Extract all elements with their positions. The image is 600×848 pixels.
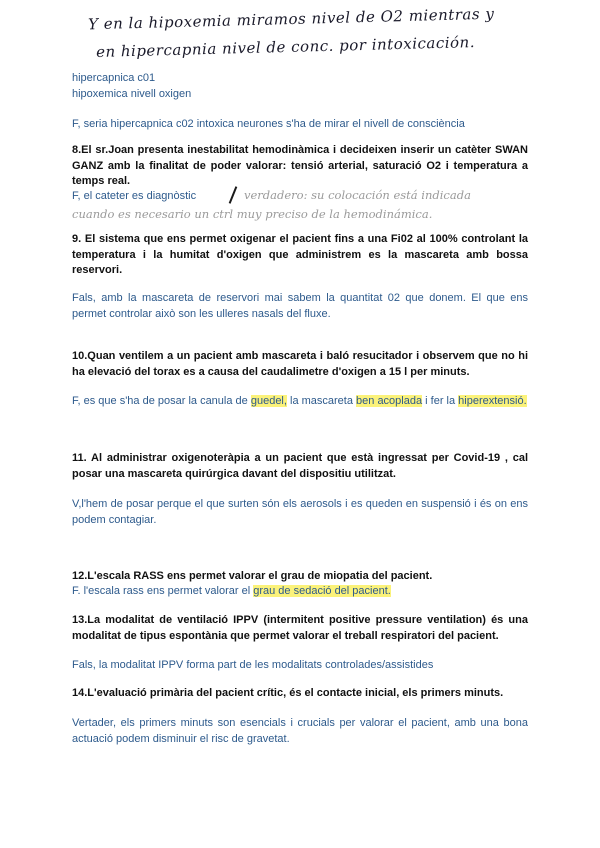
question-12: 12.L'escala RASS ens permet valorar el grau de miopatia del pacient. — [72, 570, 433, 582]
handwritten-note-line1: Y en la hipoxemia miramos nivel de O2 mientras y — [87, 4, 495, 34]
question-8: 8.El sr.Joan presenta inestabilitat hemodinàmica i decideixen inserir un catèter SWAN GANZ amb la finalitat de poder valorar: tensió arterial, saturació O2 i temperatura a temps real. — [72, 144, 528, 187]
question-10: 10.Quan ventilem a un pacient amb mascareta i baló resucitador i observem que no hi ha elevació del torax es a causa del caudalimetre d'oxigen a 15 l per minuts. — [72, 350, 528, 378]
answer-10-text-a: F, es que s'ha de posar la canula de — [72, 395, 251, 407]
answer-11: V,l'hem de posar perque el que surten són els aerosols i es queden en suspensió i és on ens podem contagiar. — [72, 498, 528, 526]
answer-10 — [72, 393, 528, 409]
handwritten-note-line2: en hipercapnia nivel de conc. por intoxicación. — [95, 33, 476, 61]
handwritten-q8-note-line2: cuando es necesario un ctrl muy preciso de la hemodinámica. — [72, 207, 433, 221]
answer-14: Vertader, els primers minuts son esencials i crucials per valorar el pacient, amb una bona actuació podem disminuir el risc de gravetat. — [72, 717, 528, 745]
question-13: 13.La modalitat de ventilació IPPV (intermitent positive pressure ventilation) és una modalitat de tipus espontània que permet valorar el treball respiratori del pacient. — [72, 614, 528, 642]
intro-line1: hipercapnica c01 — [72, 72, 156, 84]
answer-12 — [72, 583, 528, 599]
question-11: 11. Al administrar oxigenoteràpia a un pacient que està ingressat per Covid-19 , cal posar una mascareta quirúrgica davant del dispositiu utilitzat. — [72, 452, 528, 480]
intro-line2: hipoxemica nivell oxigen — [72, 88, 192, 100]
answer-10-text-c: i fer la — [422, 395, 459, 407]
highlight-ben-acoplada: ben acoplada — [356, 395, 423, 407]
highlight-guedel: guedel, — [250, 395, 287, 407]
answer-9: Fals, amb la mascareta de reservori mai sabem la quantitat 02 que donem. El que ens permet controlar això son les ulleres nasals del fluxe. — [72, 292, 528, 320]
answer-8: F, el cateter es diagnòstic — [72, 190, 197, 202]
answer-10-text-b: la mascareta — [286, 395, 357, 407]
highlight-grau-sedacio: grau de sedació del pacient. — [253, 585, 391, 597]
intro-answer: F, seria hipercapnica c02 intoxica neurones s'ha de mirar el nivell de consciència — [72, 118, 465, 130]
answer-12-text: F. l'escala rass ens permet valorar el — [72, 585, 254, 597]
question-14: 14.L'evaluació primària del pacient crític, és el contacte inicial, els primers minuts. — [72, 687, 504, 699]
answer-13: Fals, la modalitat IPPV forma part de les modalitats controlades/assistides — [72, 659, 434, 671]
highlight-hiperextensio: hiperextensió. — [458, 395, 527, 407]
question-9: 9. El sistema que ens permet oxigenar el pacient fins a una Fi02 al 100% controlant la temperatura i la humitat d'oxigen que administrem es la mascareta amb bossa reservori. — [72, 233, 528, 276]
handwritten-q8-note-line1: verdadero: su colocación está indicada — [244, 188, 471, 202]
